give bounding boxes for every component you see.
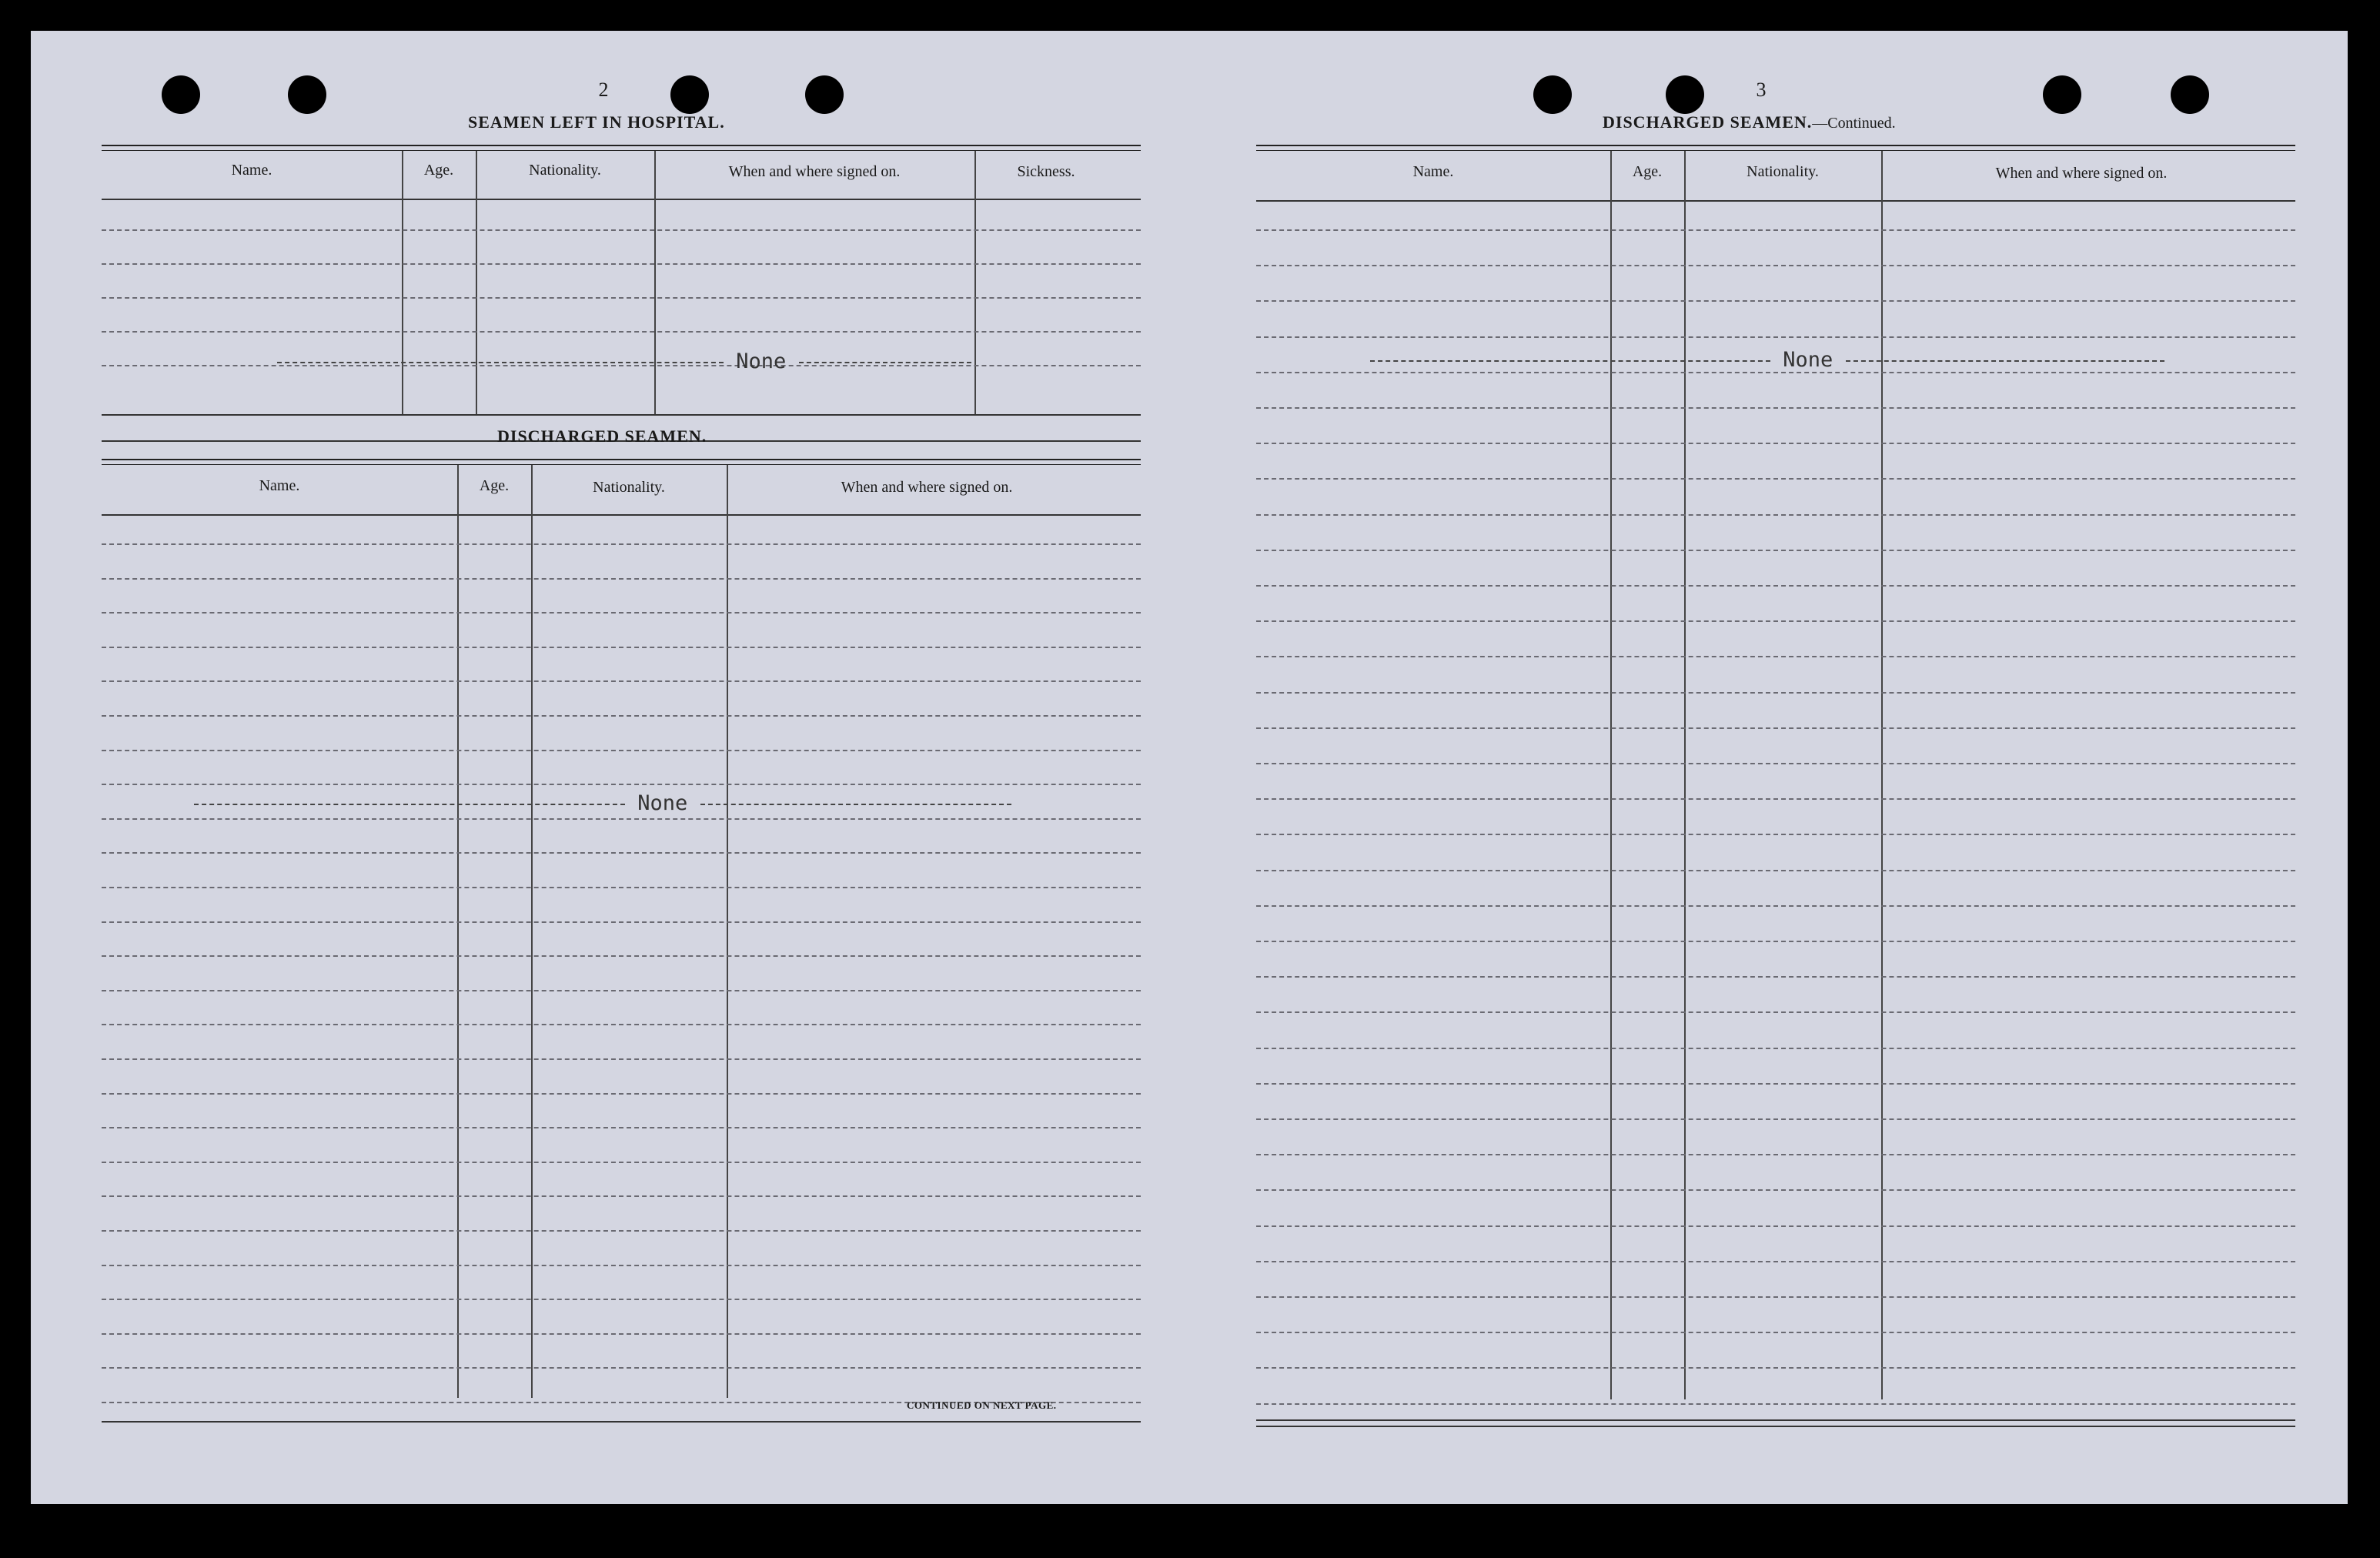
discharged-col-age: Age. [479,477,510,494]
table-row [1256,443,2295,444]
table-row [102,1195,1141,1197]
table-row [1256,1367,2295,1369]
table-row [1256,763,2295,764]
punch-hole [1666,75,1704,114]
discharged-section-title: DISCHARGED SEAMEN. [497,426,707,446]
punch-hole [162,75,200,114]
right-col-signed-on: When and where signed on. [1995,165,2168,182]
discharged-col-nationality: Nationality. [593,479,665,496]
discharged-col-signed-on: When and where signed on. [841,479,1013,496]
discharged-continued-table [1256,145,2295,1438]
table-row [1256,1261,2295,1262]
table-row [102,852,1141,854]
table-row [1256,905,2295,907]
table-row [1256,1118,2295,1120]
table-row [1256,229,2295,231]
document-sheet [31,31,2348,1504]
table-row [102,263,1141,265]
table-row [102,784,1141,785]
hospital-none-entry [277,349,971,373]
table-row [1256,1225,2295,1227]
table-row [1256,372,2295,373]
table-row [102,680,1141,682]
table-row [1256,834,2295,835]
hospital-col-signed-on: When and where signed on. [728,163,901,180]
table-row [102,331,1141,333]
discharged-table [102,459,1141,1429]
table-row [1256,550,2295,551]
table-row [1256,870,2295,871]
table-row [102,1024,1141,1025]
table-row [1256,1011,2295,1013]
table-row [102,955,1141,957]
punch-hole [805,75,844,114]
right-title-suffix: —Continued. [1812,115,1896,132]
table-row [102,578,1141,580]
right-title-main: DISCHARGED SEAMEN. [1603,112,1813,132]
discharged-none-entry [194,791,1011,815]
hospital-col-name: Name. [231,162,272,179]
table-row [1256,1403,2295,1405]
punch-hole [2171,75,2209,114]
table-row [1256,1083,2295,1085]
table-row [1256,336,2295,338]
table-row [102,1367,1141,1369]
table-row [102,1230,1141,1232]
page-number-left: 2 [598,79,609,101]
right-section-title [1603,112,1896,132]
table-row [1256,656,2295,657]
hospital-table [102,145,1141,445]
right-col-age: Age. [1632,163,1663,180]
table-row [1256,1332,2295,1333]
table-row [102,1058,1141,1060]
table-row [1256,265,2295,266]
table-row [102,1093,1141,1095]
table-row [102,818,1141,820]
right-none-entry [1370,348,2164,372]
table-row [1256,1154,2295,1155]
table-row [1256,478,2295,480]
table-row [1256,1048,2295,1049]
table-row [1256,798,2295,800]
table-row [102,750,1141,751]
table-row [102,229,1141,231]
punch-hole [288,75,326,114]
table-row [102,1265,1141,1266]
table-row [1256,941,2295,942]
page-number-right: 3 [1756,79,1767,101]
punch-hole [2043,75,2081,114]
hospital-col-age: Age. [423,162,454,179]
punch-hole [1533,75,1572,114]
right-none-text: None [1783,348,1833,372]
table-row [1256,300,2295,302]
table-row [1256,692,2295,694]
table-row [1256,514,2295,516]
table-row [1256,1189,2295,1191]
hospital-col-sickness: Sickness. [1017,163,1075,180]
table-row [102,297,1141,299]
continued-footer: CONTINUED ON NEXT PAGE. [907,1399,1057,1411]
table-row [102,887,1141,888]
table-row [1256,976,2295,978]
punch-hole [670,75,709,114]
table-row [1256,1296,2295,1298]
table-row [1256,727,2295,729]
table-row [102,543,1141,545]
hospital-none-text: None [736,349,787,373]
discharged-none-text: None [637,791,688,815]
table-row [1256,620,2295,622]
table-row [1256,585,2295,587]
table-row [102,1333,1141,1335]
hospital-col-nationality: Nationality. [529,162,601,179]
table-row [102,1299,1141,1300]
table-row [102,647,1141,648]
table-row [102,715,1141,717]
table-row [102,612,1141,614]
hospital-section-title: SEAMEN LEFT IN HOSPITAL. [468,112,725,132]
table-row [102,1127,1141,1128]
right-col-name: Name. [1412,163,1454,180]
table-row [102,921,1141,923]
right-col-nationality: Nationality. [1747,163,1819,180]
table-row [1256,407,2295,409]
discharged-col-name: Name. [259,477,300,494]
table-row [102,990,1141,991]
table-row [102,1162,1141,1163]
